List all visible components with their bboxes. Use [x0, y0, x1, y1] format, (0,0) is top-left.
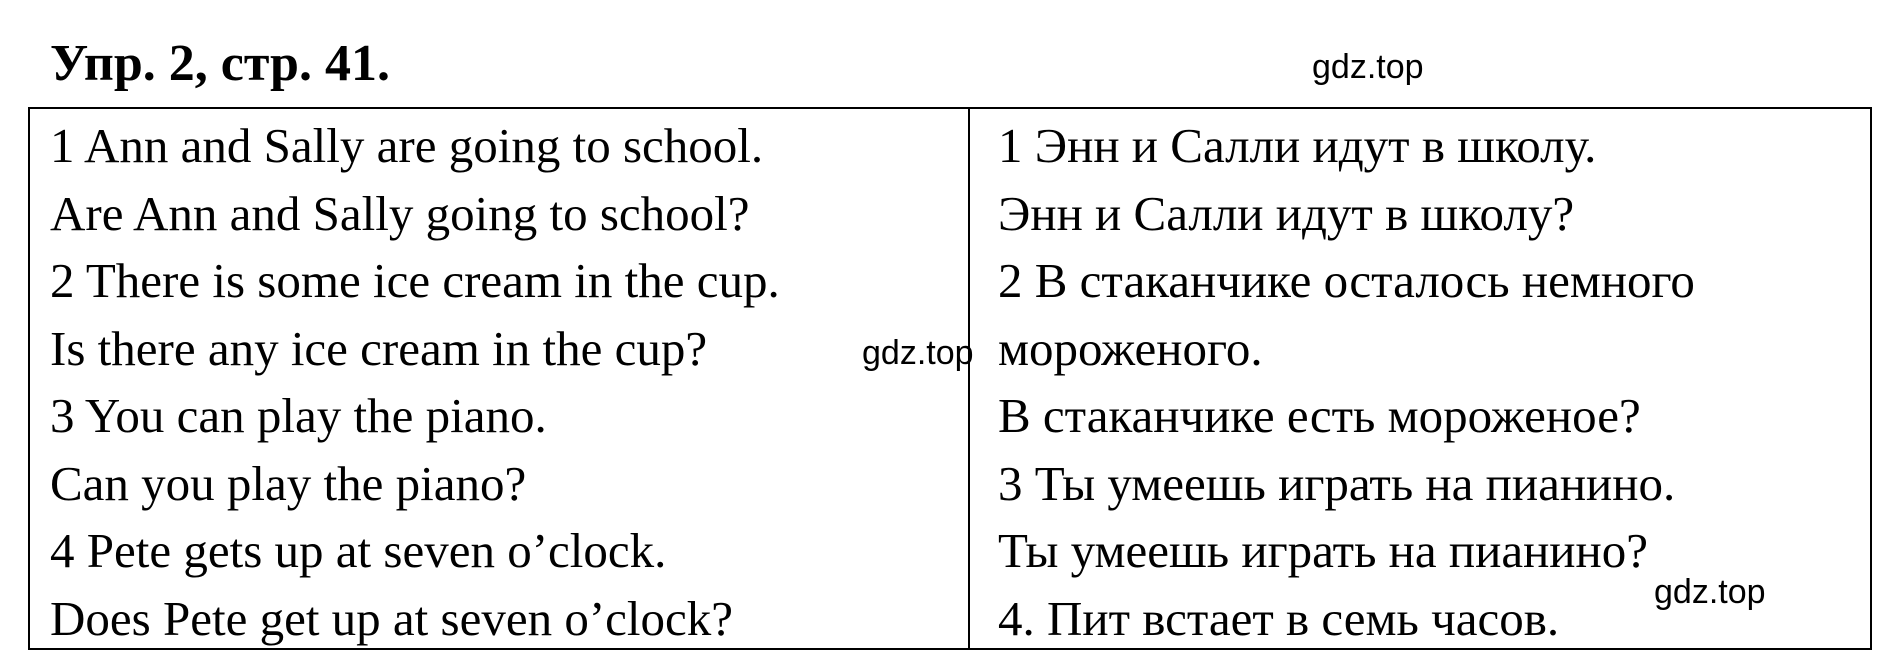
russian-line-5: В стаканчике есть мороженое? — [998, 388, 1641, 443]
watermark-top: gdz.top — [1312, 48, 1424, 86]
watermark-middle: gdz.top — [862, 334, 974, 372]
english-line-8: Does Pete get up at seven o’clock? — [50, 590, 734, 646]
russian-line-3: 2 В стаканчике осталось немного — [998, 253, 1695, 308]
english-line-7: 4 Pete gets up at seven o’clock. — [50, 523, 667, 578]
russian-line-6: 3 Ты умеешь играть на пианино. — [998, 455, 1676, 511]
english-line-2: Are Ann and Sally going to school? — [50, 185, 750, 241]
russian-line-2: Энн и Салли идут в школу? — [998, 185, 1575, 241]
english-line-1: 1 Ann and Sally are going to school. — [50, 118, 764, 173]
english-column — [50, 112, 780, 652]
column-divider — [968, 107, 970, 650]
english-line-3: 2 There is some ice cream in the cup. — [50, 253, 780, 308]
exercise-title: Упр. 2, стр. 41. — [50, 35, 390, 92]
russian-line-7: Ты умеешь играть на пианино? — [998, 523, 1648, 578]
russian-line-8: 4. Пит встает в семь часов. — [998, 590, 1560, 646]
english-line-6: Can you play the piano? — [50, 455, 527, 511]
russian-column — [998, 112, 1695, 652]
russian-line-1: 1 Энн и Салли идут в школу. — [998, 118, 1597, 173]
english-line-5: 3 You can play the piano. — [50, 388, 547, 443]
watermark-bottom: gdz.top — [1654, 573, 1766, 611]
russian-line-4: мороженого. — [998, 320, 1263, 376]
english-line-4: Is there any ice cream in the cup? — [50, 320, 708, 376]
